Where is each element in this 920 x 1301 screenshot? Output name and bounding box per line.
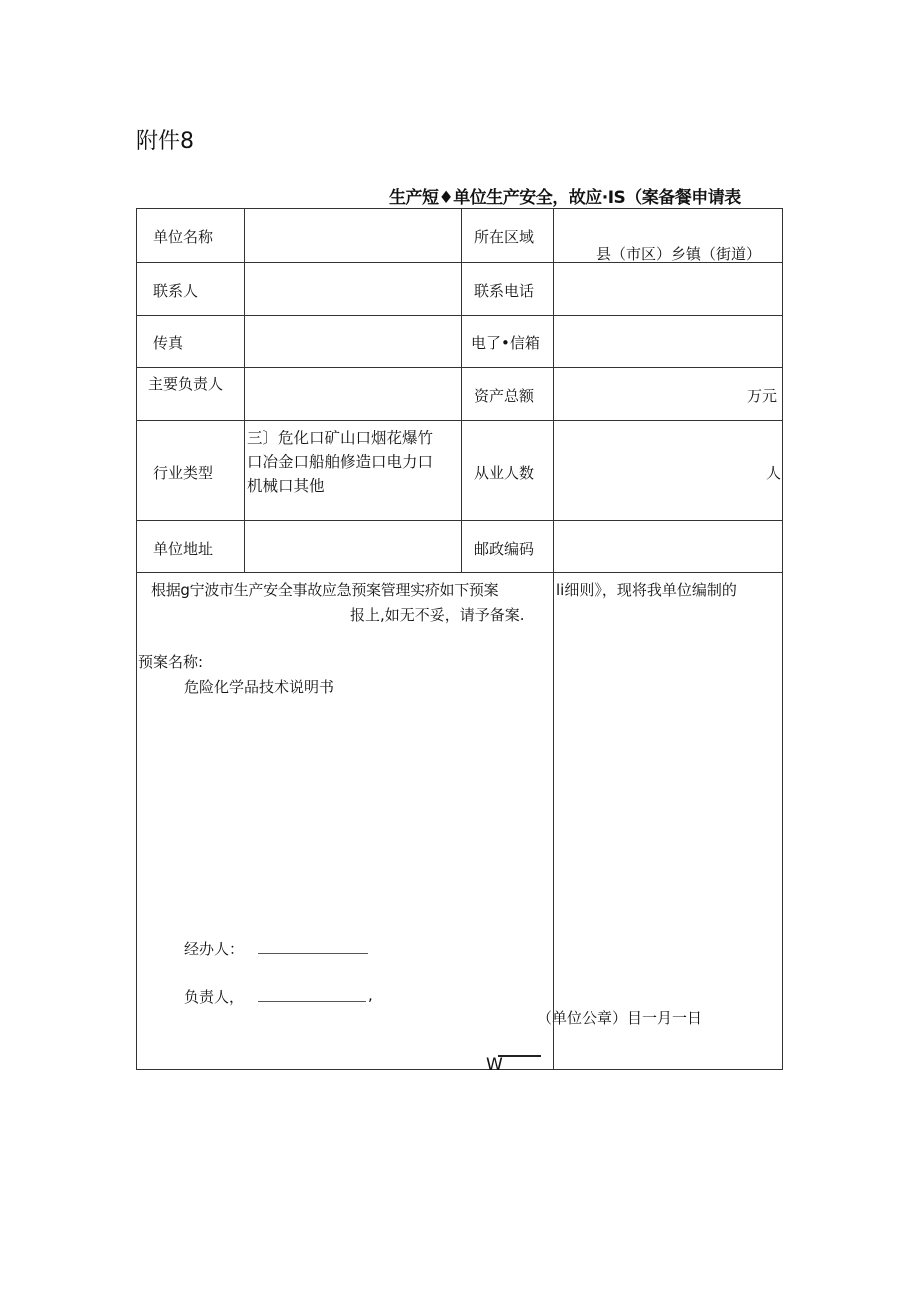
row-divider bbox=[136, 367, 783, 368]
attachment-number: 附件8 bbox=[136, 129, 194, 154]
form-title: 生产短♦单位生产安全，故应·IS（案备餐申请表 bbox=[389, 188, 741, 208]
plan-name-label: 预案名称: bbox=[138, 653, 204, 671]
mark-line bbox=[498, 1055, 541, 1057]
responsible-label: 负责人， bbox=[184, 988, 245, 1006]
table-border-right bbox=[782, 208, 783, 1070]
column-divider bbox=[244, 208, 245, 573]
statement-line1-left: 根据g宁波市生产安全事故应急预案管理实疥如下预案 bbox=[151, 581, 499, 599]
postcode-label: 邮政编码 bbox=[474, 540, 535, 558]
region-label: 所在区域 bbox=[474, 228, 535, 246]
industry-label: 行业类型 bbox=[153, 464, 214, 482]
industry-options-line1: 三〕危化口矿山口烟花爆竹 bbox=[247, 429, 434, 447]
leader-label: 主要负责人 bbox=[148, 375, 224, 393]
email-label: 电了•信箱 bbox=[471, 334, 540, 352]
mark-glyph: W bbox=[486, 1055, 503, 1075]
table-border-bottom bbox=[136, 1069, 783, 1070]
region-value: 县（市区）乡镇（街道） bbox=[596, 245, 762, 263]
table-border-left bbox=[136, 208, 137, 1070]
fax-label: 传真 bbox=[153, 334, 184, 352]
industry-options-line2: 口冶金口船舶修造口电力口 bbox=[247, 453, 434, 471]
row-divider bbox=[136, 420, 783, 421]
employees-unit: 人 bbox=[766, 464, 782, 482]
assets-unit: 万元 bbox=[747, 387, 778, 405]
row-divider bbox=[136, 520, 783, 521]
plan-name-value: 危险化学品技术说明书 bbox=[184, 678, 335, 696]
employees-label: 从业人数 bbox=[474, 464, 535, 482]
unit-name-label: 单位名称 bbox=[153, 228, 214, 246]
table-border-top bbox=[136, 208, 783, 209]
statement-line2: 报上,如无不妥，请予备案. bbox=[350, 606, 525, 624]
industry-options-line3: 机械口其他 bbox=[247, 477, 325, 495]
responsible-suffix: , bbox=[368, 986, 373, 1004]
responsible-signature-line bbox=[258, 1001, 366, 1002]
contact-label: 联系人 bbox=[153, 282, 199, 300]
row-divider bbox=[136, 572, 783, 573]
statement-line1-right: li细则》，现将我单位编制的 bbox=[556, 581, 737, 599]
assets-label: 资产总额 bbox=[474, 387, 535, 405]
stamp-date-text: （单位公章）目一月一日 bbox=[537, 1009, 703, 1027]
column-divider bbox=[461, 208, 462, 573]
handler-signature-line bbox=[258, 953, 368, 954]
address-label: 单位地址 bbox=[153, 540, 214, 558]
phone-label: 联系电话 bbox=[474, 282, 535, 300]
handler-label: 经办人： bbox=[184, 940, 245, 958]
column-divider bbox=[553, 208, 554, 1070]
row-divider bbox=[136, 315, 783, 316]
